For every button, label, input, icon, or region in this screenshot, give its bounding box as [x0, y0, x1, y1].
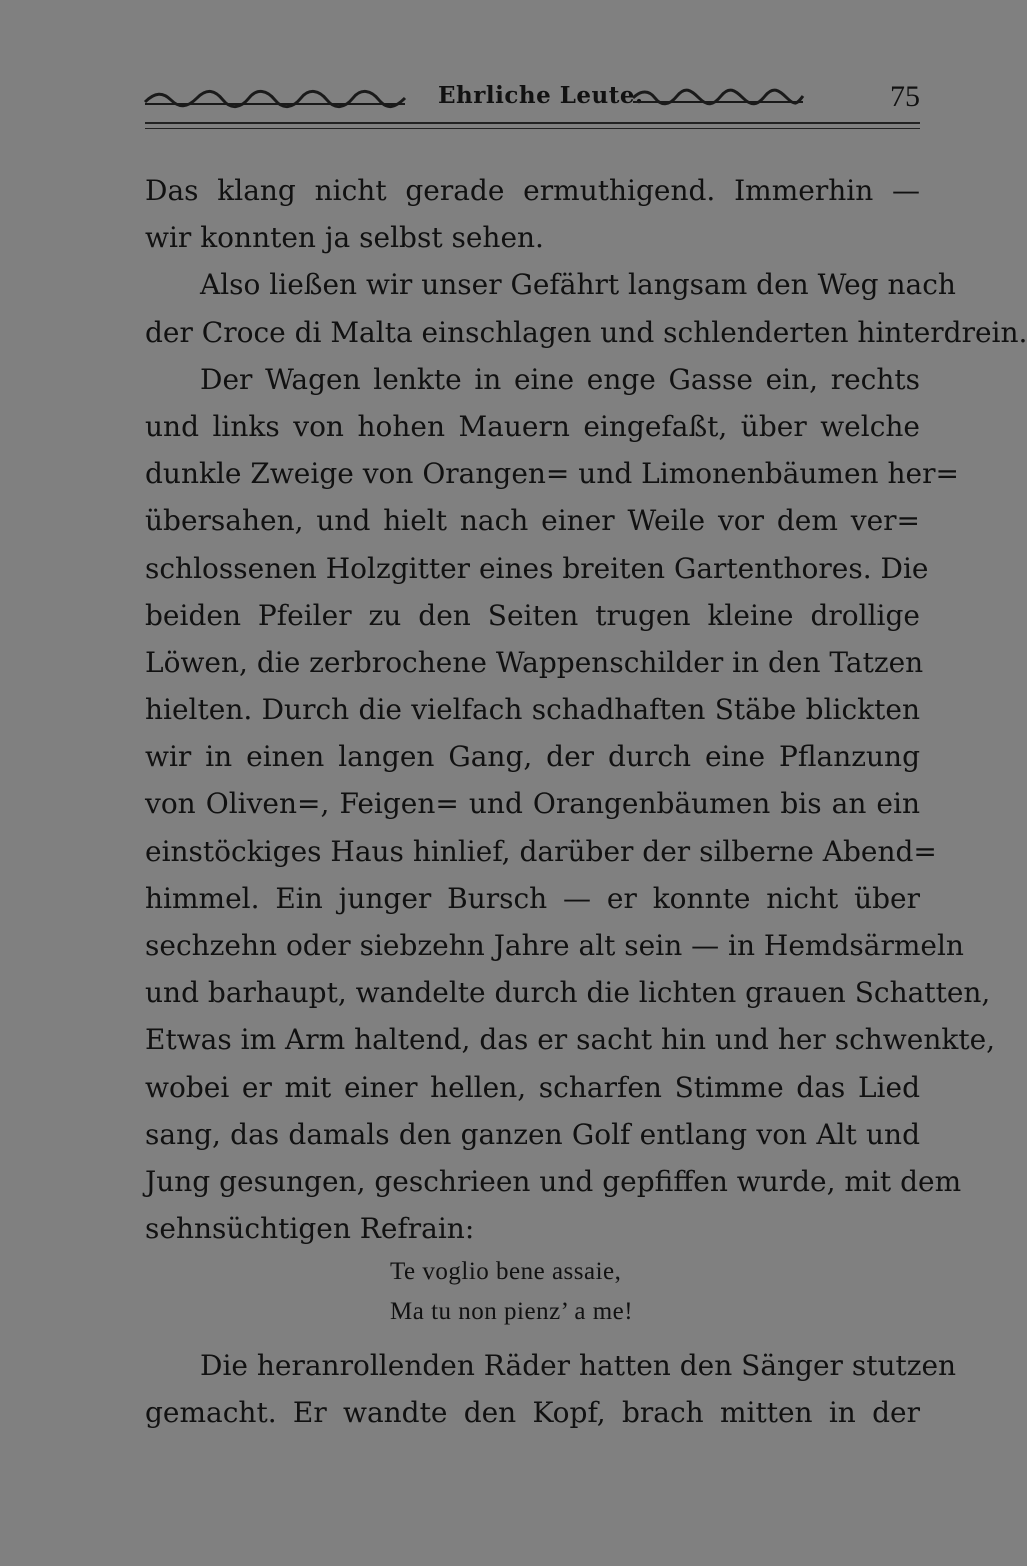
body-text: [145, 167, 1027, 1252]
text-line: sang, das damals den ganzen Golf entlang von Alt und: [145, 1117, 920, 1151]
text-line: Die heranrollenden Räder hatten den Sänger stutzen: [200, 1349, 957, 1382]
header-rule: [145, 122, 920, 124]
text-line: von Oliven=, Feigen= und Orangenbäumen bis an ein: [145, 787, 920, 821]
text-line: gemacht. Er wandte den Kopf, brach mitten in der: [145, 1396, 920, 1430]
text-line: Löwen, die zerbrochene Wappenschilder in den Tatzen: [145, 645, 924, 679]
text-line: sechzehn oder siebzehn Jahre alt sein — in Hemdsärmeln: [145, 929, 964, 962]
text-line: wir in einen langen Gang, der durch eine Pflanzung: [145, 740, 920, 774]
text-line: einstöckiges Haus hinlief, darüber der silberne Abend=: [145, 834, 937, 868]
text-line: Jung gesungen, geschrieen und gepfiffen wurde, mit dem: [145, 1164, 962, 1198]
text-line: wobei er mit einer hellen, scharfen Stimme das Lied: [145, 1070, 920, 1104]
running-title: Ehrliche Leute.: [438, 82, 644, 109]
verse-line: Te voglio bene assaie,: [390, 1258, 622, 1285]
text-line: und links von hohen Mauern eingefaßt, über welche: [145, 409, 920, 443]
text-line: Das klang nicht gerade ermuthigend. Immerhin —: [145, 174, 920, 207]
ornament-vine-icon: [633, 86, 803, 108]
text-line: sehnsüchtigen Refrain:: [145, 1212, 475, 1246]
page-number: 75: [890, 80, 920, 113]
text-line: Also ließen wir unser Gefährt langsam den Weg nach: [200, 268, 956, 302]
running-header: [145, 80, 920, 116]
text-line: schlossenen Holzgitter eines breiten Gartenthores. Die: [145, 551, 929, 585]
header-rule: [145, 128, 920, 129]
text-line: Etwas im Arm haltend, das er sacht hin und her schwenkte,: [145, 1023, 996, 1057]
text-line: Der Wagen lenkte in eine enge Gasse ein, rechts: [200, 362, 920, 396]
text-line: hielten. Durch die vielfach schadhaften Stäbe blickten: [145, 693, 920, 727]
text-line: wir konnten ja selbst sehen.: [145, 221, 544, 255]
body-text-continued: [145, 1342, 957, 1436]
verse-line: Ma tu non pienz’ a me!: [390, 1298, 634, 1325]
text-line: und barhaupt, wandelte durch die lichten grauen Schatten,: [145, 976, 991, 1010]
text-line: dunkle Zweige von Orangen= und Limonenbäumen her=: [145, 457, 959, 491]
text-line: beiden Pfeiler zu den Seiten trugen kleine drollige: [145, 598, 920, 632]
text-line: übersahen, und hielt nach einer Weile vor dem ver=: [145, 504, 920, 538]
ornament-vine-icon: [145, 86, 405, 108]
text-line: der Croce di Malta einschlagen und schlenderten hinterdrein.: [145, 315, 1027, 349]
text-line: himmel. Ein junger Bursch — er konnte nicht über: [145, 881, 920, 915]
